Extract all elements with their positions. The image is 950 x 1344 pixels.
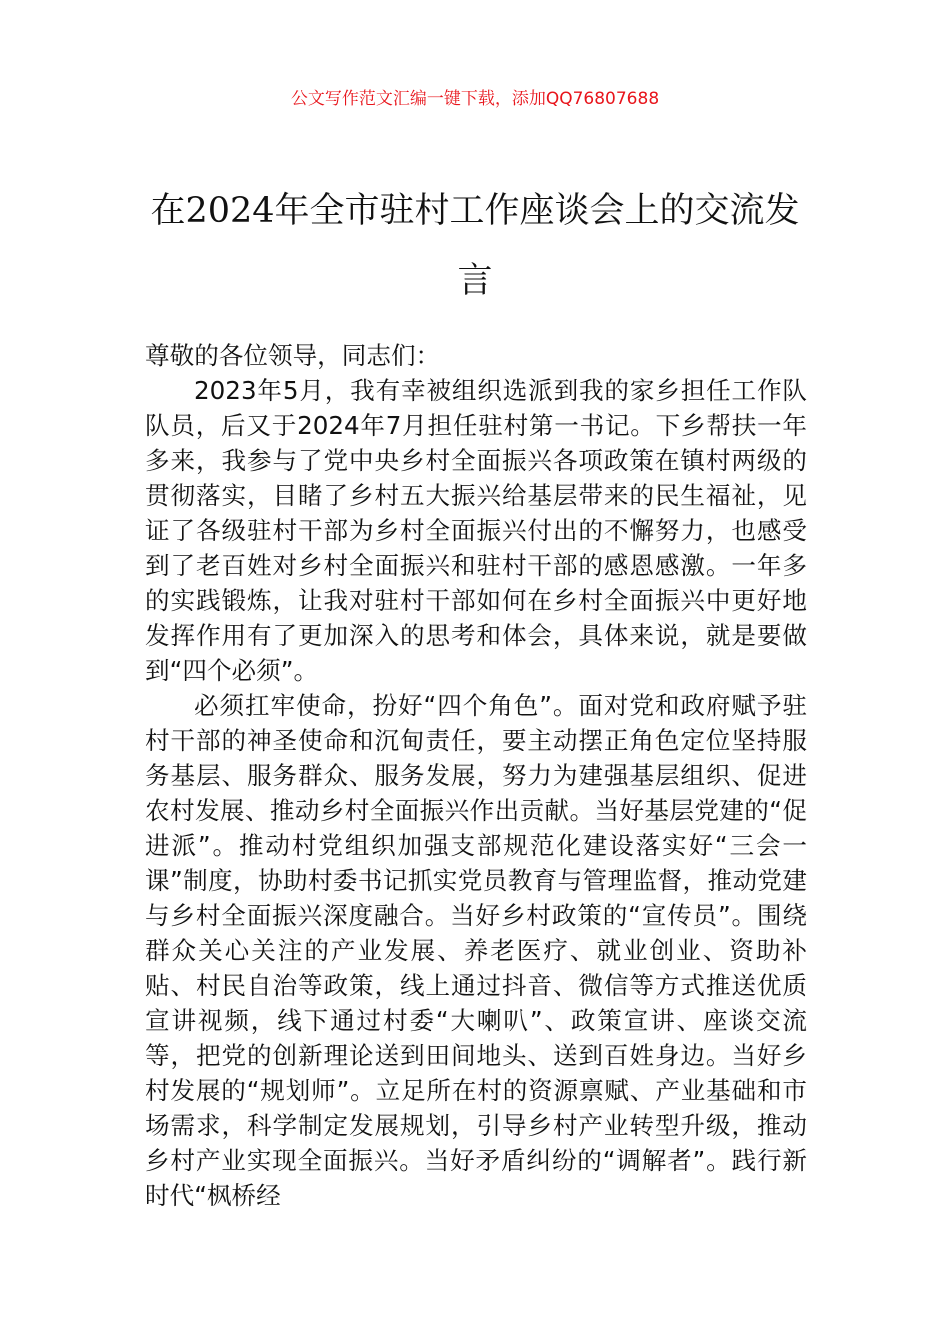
body-paragraph-1: 2023年5月，我有幸被组织选派到我的家乡担任工作队队员，后又于2024年7月担任驻村第一书记。下乡帮扶一年多来，我参与了党中央乡村全面振兴各项政策在镇村两级的贯彻落实，目睹了乡村五大振兴给基层带来的民生福祉，见证了各级驻村干部为乡村全面振兴付出的不懈努力，也感受到了老百姓对乡村全面振兴和驻村干部的感恩感激。一年多的实践锻炼，让我对驻村干部如何在乡村全面振兴中更好地发挥作用有了更加深入的思考和体会，具体来说，就是要做到“四个必须”。 <box>145 376 807 685</box>
body-paragraph-2: 必须扛牢使命，扮好“四个角色”。面对党和政府赋予驻村干部的神圣使命和沉甸责任，要主动摆正角色定位坚持服务基层、服务群众、服务发展，努力为建强基层组织、促进农村发展、推动乡村全面振兴作出贡献。当好基层党建的“促进派”。推动村党组织加强支部规范化建设落实好“三会一课”制度，协助村委书记抓实党员教育与管理监督，推动党建与乡村全面振兴深度融合。当好乡村政策的“宣传员”。围绕群众关心关注的产业发展、养老医疗、就业创业、资助补贴、村民自治等政策，线上通过抖音、微信等方式推送优质宣讲视频，线下通过村委“大喇叭”、政策宣讲、座谈交流等，把党的创新理论送到田间地头、送到百姓身边。当好乡村发展的“规划师”。立足所在村的资源禀赋、产业基础和市场需求，科学制定发展规划，引导乡村产业转型升级，推动乡村产业实现全面振兴。当好矛盾纠纷的“调解者”。践行新时代“枫桥经 <box>145 691 807 1210</box>
download-promo-note: 公文写作范文汇编一键下载，添加QQ76807688 <box>290 89 660 109</box>
document-title: 在2024年全市驻村工作座谈会上的交流发言 <box>150 191 800 301</box>
salutation: 尊敬的各位领导，同志们： <box>145 341 441 370</box>
document-body <box>145 338 807 1213</box>
